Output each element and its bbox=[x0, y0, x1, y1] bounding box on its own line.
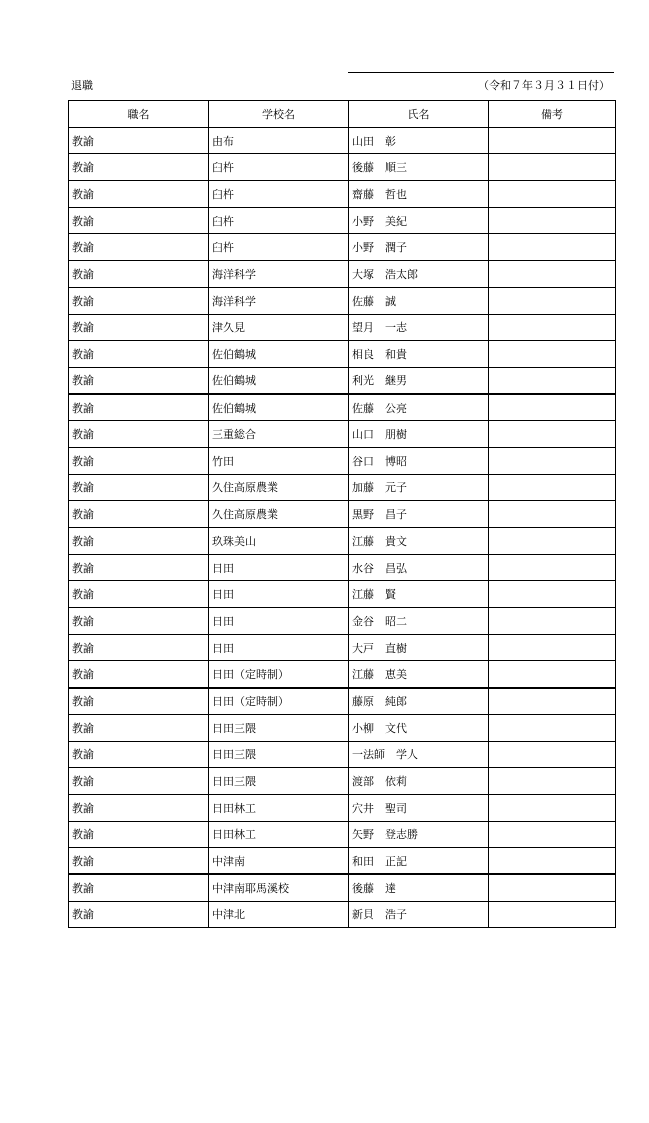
cell-school: 日田三隈 bbox=[209, 768, 349, 795]
table-row bbox=[69, 154, 616, 181]
cell-school: 日田三隈 bbox=[209, 714, 349, 741]
cell-name: 小野 美紀 bbox=[349, 207, 489, 234]
cell-name: 谷口 博昭 bbox=[349, 447, 489, 474]
cell-school: 竹田 bbox=[209, 447, 349, 474]
table-row bbox=[69, 341, 616, 368]
cell-remarks bbox=[489, 501, 616, 528]
cell-school: 日田 bbox=[209, 554, 349, 581]
cell-name: 望月 一志 bbox=[349, 314, 489, 341]
table-row bbox=[69, 768, 616, 795]
cell-remarks bbox=[489, 554, 616, 581]
table-row bbox=[69, 848, 616, 875]
cell-school: 佐伯鶴城 bbox=[209, 367, 349, 394]
table-row bbox=[69, 581, 616, 608]
cell-remarks bbox=[489, 314, 616, 341]
cell-position: 教諭 bbox=[69, 661, 209, 688]
cell-remarks bbox=[489, 661, 616, 688]
cell-name: 水谷 昌弘 bbox=[349, 554, 489, 581]
column-header-position: 職名 bbox=[69, 101, 209, 128]
cell-position: 教諭 bbox=[69, 127, 209, 154]
cell-name: 穴井 聖司 bbox=[349, 794, 489, 821]
cell-school: 由布 bbox=[209, 127, 349, 154]
cell-name: 山口 朋樹 bbox=[349, 421, 489, 448]
cell-remarks bbox=[489, 341, 616, 368]
cell-school: 中津南耶馬溪校 bbox=[209, 874, 349, 901]
table-row bbox=[69, 447, 616, 474]
cell-position: 教諭 bbox=[69, 341, 209, 368]
cell-school: 日田（定時制） bbox=[209, 661, 349, 688]
cell-school: 佐伯鶴城 bbox=[209, 394, 349, 421]
cell-school: 臼杵 bbox=[209, 234, 349, 261]
cell-remarks bbox=[489, 287, 616, 314]
table-row bbox=[69, 234, 616, 261]
cell-name: 小野 潤子 bbox=[349, 234, 489, 261]
cell-remarks bbox=[489, 634, 616, 661]
cell-remarks bbox=[489, 207, 616, 234]
cell-remarks bbox=[489, 821, 616, 848]
cell-name: 小柳 文代 bbox=[349, 714, 489, 741]
table-row bbox=[69, 688, 616, 715]
table-row bbox=[69, 421, 616, 448]
table-row bbox=[69, 501, 616, 528]
cell-position: 教諭 bbox=[69, 768, 209, 795]
table-row bbox=[69, 794, 616, 821]
cell-school: 日田林工 bbox=[209, 794, 349, 821]
cell-remarks bbox=[489, 394, 616, 421]
cell-remarks bbox=[489, 447, 616, 474]
retirement-table bbox=[68, 100, 616, 928]
cell-position: 教諭 bbox=[69, 181, 209, 208]
cell-name: 山田 彰 bbox=[349, 127, 489, 154]
cell-name: 江藤 貴文 bbox=[349, 528, 489, 555]
cell-school: 臼杵 bbox=[209, 154, 349, 181]
cell-position: 教諭 bbox=[69, 207, 209, 234]
cell-name: 大塚 浩太郎 bbox=[349, 261, 489, 288]
table-row bbox=[69, 874, 616, 901]
cell-school: 玖珠美山 bbox=[209, 528, 349, 555]
cell-name: 和田 正記 bbox=[349, 848, 489, 875]
cell-position: 教諭 bbox=[69, 367, 209, 394]
cell-position: 教諭 bbox=[69, 261, 209, 288]
cell-position: 教諭 bbox=[69, 874, 209, 901]
table-header-row bbox=[69, 101, 616, 128]
cell-remarks bbox=[489, 608, 616, 635]
table-row bbox=[69, 181, 616, 208]
cell-name: 後藤 達 bbox=[349, 874, 489, 901]
cell-name: 江藤 恵美 bbox=[349, 661, 489, 688]
table-row bbox=[69, 608, 616, 635]
cell-remarks bbox=[489, 261, 616, 288]
cell-school: 中津南 bbox=[209, 848, 349, 875]
cell-position: 教諭 bbox=[69, 154, 209, 181]
table-row bbox=[69, 287, 616, 314]
cell-name: 後藤 順三 bbox=[349, 154, 489, 181]
cell-remarks bbox=[489, 874, 616, 901]
cell-position: 教諭 bbox=[69, 794, 209, 821]
cell-position: 教諭 bbox=[69, 447, 209, 474]
cell-remarks bbox=[489, 474, 616, 501]
cell-school: 久住高原農業 bbox=[209, 501, 349, 528]
cell-name: 加藤 元子 bbox=[349, 474, 489, 501]
cell-remarks bbox=[489, 794, 616, 821]
cell-position: 教諭 bbox=[69, 234, 209, 261]
cell-school: 海洋科学 bbox=[209, 261, 349, 288]
table-row bbox=[69, 261, 616, 288]
table-row bbox=[69, 367, 616, 394]
section-title: 退職 bbox=[71, 79, 93, 92]
table-row bbox=[69, 661, 616, 688]
cell-remarks bbox=[489, 154, 616, 181]
cell-position: 教諭 bbox=[69, 394, 209, 421]
cell-name: 江藤 賢 bbox=[349, 581, 489, 608]
cell-remarks bbox=[489, 234, 616, 261]
cell-remarks bbox=[489, 901, 616, 928]
cell-name: 佐藤 公亮 bbox=[349, 394, 489, 421]
cell-position: 教諭 bbox=[69, 714, 209, 741]
cell-school: 日田林工 bbox=[209, 821, 349, 848]
table-row bbox=[69, 741, 616, 768]
table-row bbox=[69, 901, 616, 928]
cell-position: 教諭 bbox=[69, 581, 209, 608]
cell-position: 教諭 bbox=[69, 741, 209, 768]
table-row bbox=[69, 554, 616, 581]
cell-remarks bbox=[489, 421, 616, 448]
effective-date: （令和７年３月３１日付） bbox=[478, 79, 610, 92]
cell-name: 一法師 学人 bbox=[349, 741, 489, 768]
cell-school: 日田 bbox=[209, 634, 349, 661]
cell-school: 海洋科学 bbox=[209, 287, 349, 314]
cell-remarks bbox=[489, 848, 616, 875]
cell-school: 佐伯鶴城 bbox=[209, 341, 349, 368]
cell-remarks bbox=[489, 127, 616, 154]
cell-school: 日田 bbox=[209, 581, 349, 608]
cell-position: 教諭 bbox=[69, 287, 209, 314]
table-row bbox=[69, 474, 616, 501]
cell-remarks bbox=[489, 768, 616, 795]
cell-name: 藤原 純郎 bbox=[349, 688, 489, 715]
table-row bbox=[69, 394, 616, 421]
cell-name: 齋藤 哲也 bbox=[349, 181, 489, 208]
cell-position: 教諭 bbox=[69, 901, 209, 928]
cell-position: 教諭 bbox=[69, 821, 209, 848]
cell-position: 教諭 bbox=[69, 688, 209, 715]
cell-position: 教諭 bbox=[69, 528, 209, 555]
cell-school: 中津北 bbox=[209, 901, 349, 928]
header-rule bbox=[348, 72, 614, 73]
cell-school: 日田 bbox=[209, 608, 349, 635]
cell-name: 佐藤 誠 bbox=[349, 287, 489, 314]
table-row bbox=[69, 714, 616, 741]
cell-remarks bbox=[489, 741, 616, 768]
cell-remarks bbox=[489, 528, 616, 555]
cell-school: 臼杵 bbox=[209, 207, 349, 234]
cell-name: 新貝 浩子 bbox=[349, 901, 489, 928]
column-header-remarks: 備考 bbox=[489, 101, 616, 128]
cell-remarks bbox=[489, 367, 616, 394]
cell-position: 教諭 bbox=[69, 314, 209, 341]
table-row bbox=[69, 207, 616, 234]
cell-name: 相良 和貴 bbox=[349, 341, 489, 368]
cell-name: 渡部 依莉 bbox=[349, 768, 489, 795]
cell-position: 教諭 bbox=[69, 554, 209, 581]
cell-remarks bbox=[489, 714, 616, 741]
cell-school: 日田三隈 bbox=[209, 741, 349, 768]
cell-name: 金谷 昭二 bbox=[349, 608, 489, 635]
column-header-name: 氏名 bbox=[349, 101, 489, 128]
cell-school: 津久見 bbox=[209, 314, 349, 341]
table-row bbox=[69, 528, 616, 555]
cell-position: 教諭 bbox=[69, 501, 209, 528]
cell-school: 臼杵 bbox=[209, 181, 349, 208]
cell-name: 黒野 昌子 bbox=[349, 501, 489, 528]
cell-school: 久住高原農業 bbox=[209, 474, 349, 501]
cell-position: 教諭 bbox=[69, 634, 209, 661]
cell-position: 教諭 bbox=[69, 848, 209, 875]
cell-position: 教諭 bbox=[69, 421, 209, 448]
table-row bbox=[69, 634, 616, 661]
column-header-school: 学校名 bbox=[209, 101, 349, 128]
cell-remarks bbox=[489, 688, 616, 715]
cell-school: 日田（定時制） bbox=[209, 688, 349, 715]
cell-position: 教諭 bbox=[69, 608, 209, 635]
table-row bbox=[69, 127, 616, 154]
cell-remarks bbox=[489, 581, 616, 608]
cell-position: 教諭 bbox=[69, 474, 209, 501]
table-row bbox=[69, 314, 616, 341]
cell-name: 利光 継男 bbox=[349, 367, 489, 394]
cell-school: 三重総合 bbox=[209, 421, 349, 448]
table-row bbox=[69, 821, 616, 848]
table-body bbox=[69, 127, 616, 928]
cell-remarks bbox=[489, 181, 616, 208]
cell-name: 矢野 登志勝 bbox=[349, 821, 489, 848]
cell-name: 大戸 直樹 bbox=[349, 634, 489, 661]
